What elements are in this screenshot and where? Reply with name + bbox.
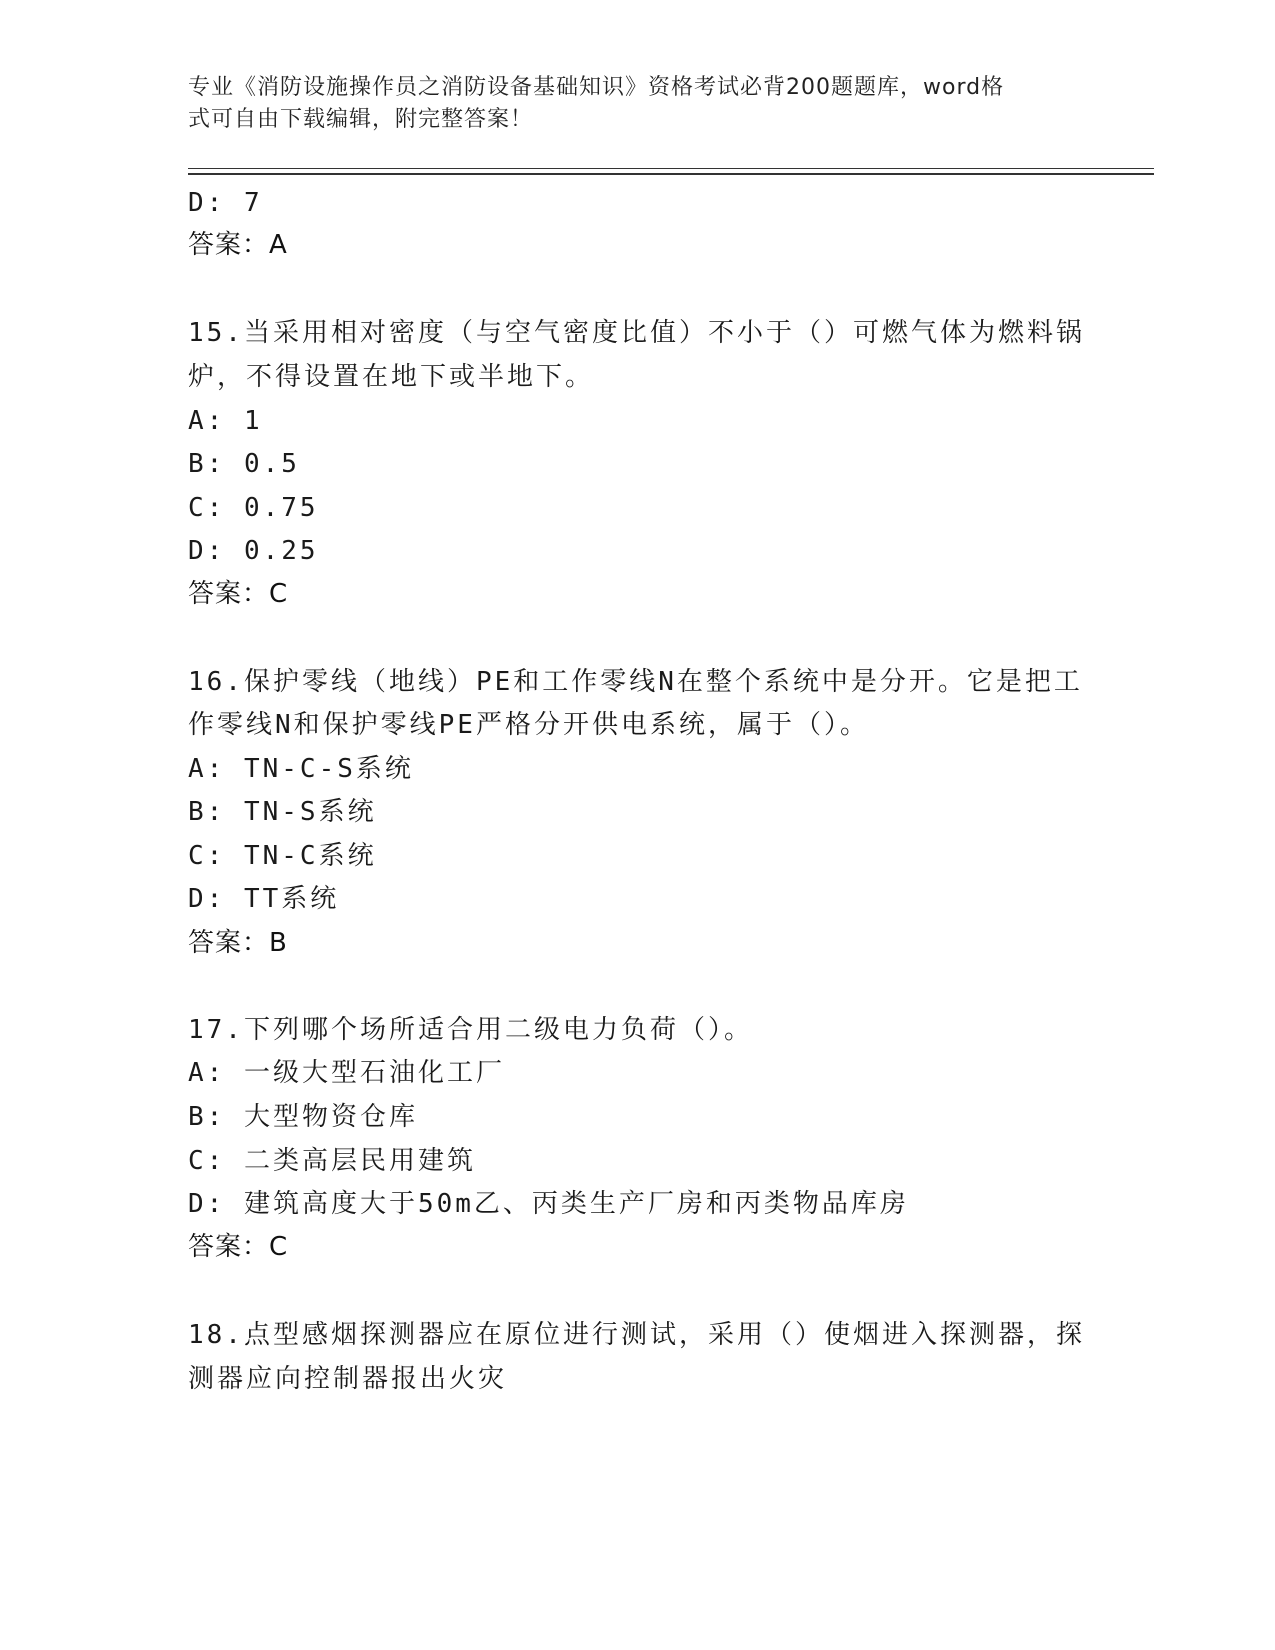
prev-option-d: D: 7 [188, 188, 263, 218]
q15-stem-line-2: 炉，不得设置在地下或半地下。 [188, 362, 595, 392]
prev-answer: 答案：A [188, 230, 288, 260]
q17-stem-line-1: 17.下列哪个场所适合用二级电力负荷（）。 [188, 1015, 753, 1045]
q15-option-b: B: 0.5 [188, 449, 300, 479]
q17-option-d: D: 建筑高度大于50m乙、丙类生产厂房和丙类物品库房 [188, 1189, 909, 1219]
q15-option-a: A: 1 [188, 406, 263, 436]
q15-option-c: C: 0.75 [188, 493, 319, 523]
q16-option-a: A: TN-C-S系统 [188, 754, 414, 784]
header-line-2: 式可自由下载编辑，附完整答案！ [188, 107, 534, 132]
q17-option-c: C: 二类高层民用建筑 [188, 1146, 476, 1176]
q16-stem-line-2: 作零线N和保护零线PE严格分开供电系统，属于（）。 [188, 710, 869, 740]
q16-stem-line-1: 16.保护零线（地线）PE和工作零线N在整个系统中是分开。它是把工 [188, 667, 1083, 697]
q17-answer: 答案：C [188, 1232, 289, 1262]
q16-option-b: B: TN-S系统 [188, 797, 377, 827]
header-divider-thin [188, 168, 1154, 169]
q18-stem-line-1: 18.点型感烟探测器应在原位进行测试，采用（）使烟进入探测器，探 [188, 1320, 1085, 1350]
q16-answer: 答案：B [188, 928, 288, 958]
q17-option-a: A: 一级大型石油化工厂 [188, 1058, 505, 1088]
document-header [188, 72, 1078, 136]
q16-option-d: D: TT系统 [188, 884, 340, 914]
q15-stem-line-1: 15.当采用相对密度（与空气密度比值）不小于（）可燃气体为燃料锅 [188, 318, 1085, 348]
q15-answer: 答案：C [188, 579, 289, 609]
q18-stem-line-2: 测器应向控制器报出火灾 [188, 1364, 508, 1394]
q17-option-b: B: 大型物资仓库 [188, 1102, 418, 1132]
q15-option-d: D: 0.25 [188, 536, 319, 566]
q16-option-c: C: TN-C系统 [188, 841, 377, 871]
header-line-1: 专业《消防设施操作员之消防设备基础知识》资格考试必背200题题库，word格 [188, 75, 1005, 100]
header-divider-thick [188, 173, 1154, 175]
